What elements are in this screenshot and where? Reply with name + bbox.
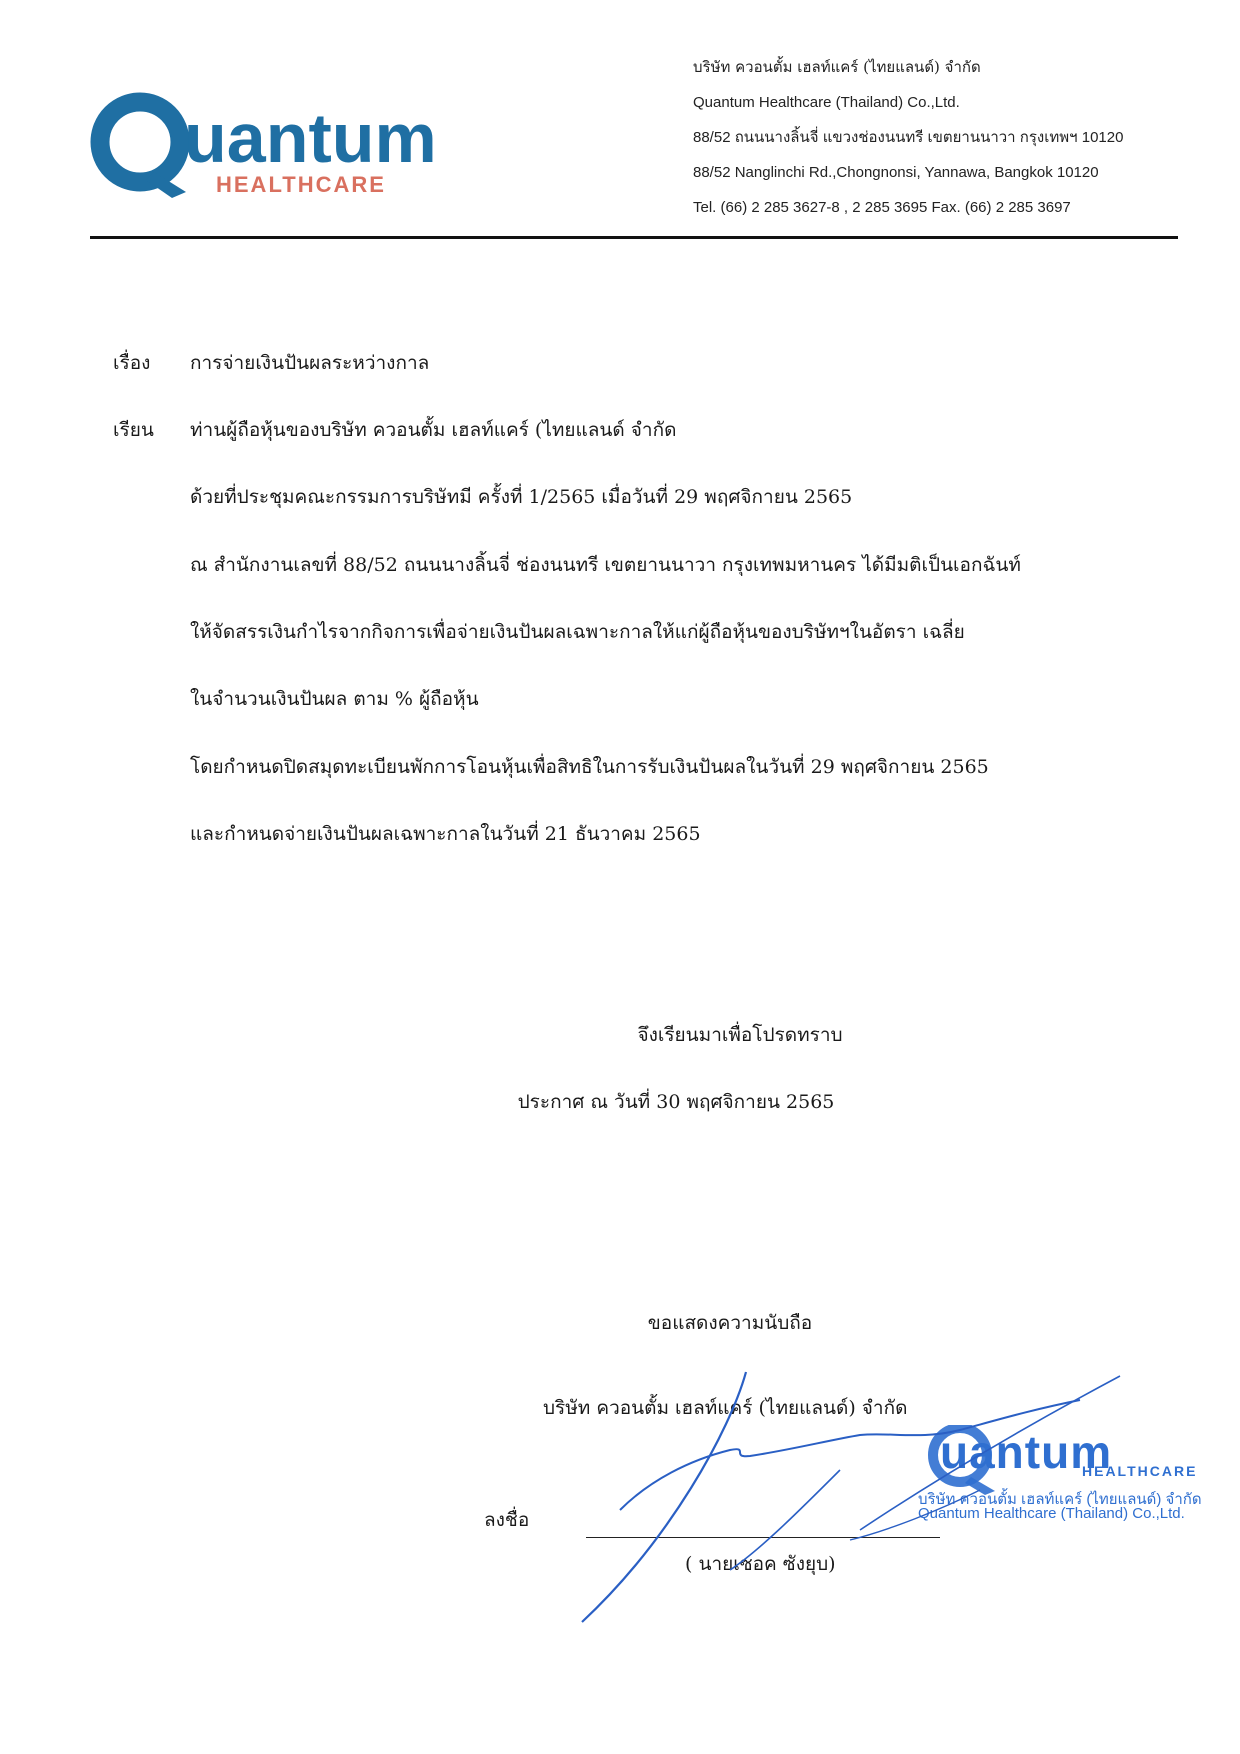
recipient-text: ท่านผู้ถือหุ้นของบริษัท ควอนตั้ม เฮลท์แคร์ (ไทยแลนด์ จำกัด [190, 419, 677, 441]
company-address-en: 88/52 Nanglinchi Rd.,Chongnonsi, Yannawa, Bangkok 10120 [693, 164, 1099, 181]
signer-company: บริษัท ควอนตั้ม เฮลท์แคร์ (ไทยแลนด์) จำกัด [543, 1397, 908, 1419]
company-contact: Tel. (66) 2 285 3627-8 , 2 285 3695 Fax. (66) 2 285 3697 [693, 199, 1071, 216]
body-line-4: ในจำนวนเงินปันผล ตาม % ผู้ถือหุ้น [190, 688, 479, 710]
company-name-en: Quantum Healthcare (Thailand) Co.,Ltd. [693, 94, 960, 111]
recipient-label: เรียน [113, 419, 154, 441]
company-name-th: บริษัท ควอนตั้ม เฮลท์แคร์ (ไทยแลนด์) จำกัด [693, 58, 981, 76]
regards-line: ขอแสดงความนับถือ [647, 1312, 813, 1334]
company-address-th: 88/52 ถนนนางลิ้นจี่ แขวงช่องนนทรี เขตยานนาวา กรุงเทพฯ 10120 [693, 129, 1124, 146]
body-line-6: และกำหนดจ่ายเงินปันผลเฉพาะกาลในวันที่ 21 ธันวาคม 2565 [190, 823, 701, 845]
stamp-company-en: Quantum Healthcare (Thailand) Co.,Ltd. [918, 1505, 1185, 1522]
sign-label: ลงชื่อ [484, 1509, 530, 1531]
stamp-subtitle: HEALTHCARE [1082, 1463, 1198, 1479]
subject-label: เรื่อง [113, 352, 151, 374]
logo-wordmark: uantum [184, 99, 437, 177]
body-line-5: โดยกำหนดปิดสมุดทะเบียนพักการโอนหุ้นเพื่อสิทธิในการรับเงินปันผลในวันที่ 29 พฤศจิกายน 2565 [190, 756, 989, 778]
closing-line: จึงเรียนมาเพื่อโปรดทราบ [637, 1024, 843, 1046]
letterhead-divider [90, 236, 1178, 239]
logo-subtitle: HEALTHCARE [216, 172, 386, 197]
stamp-company-th: บริษัท ควอนตั้ม เฮลท์แคร์ (ไทยแลนด์) จำกัด [918, 1491, 1202, 1508]
handwritten-signature [560, 1370, 1160, 1640]
company-info [693, 50, 1213, 225]
body-line-3: ให้จัดสรรเงินกำไรจากกิจการเพื่อจ่ายเงินปันผลเฉพาะกาลให้แก่ผู้ถือหุ้นของบริษัทฯในอัตรา เฉลี่ย [190, 621, 965, 643]
subject-text: การจ่ายเงินปันผลระหว่างกาล [190, 352, 430, 374]
body-line-1: ด้วยที่ประชุมคณะกรรมการบริษัทมี ครั้งที่ 1/2565 เมื่อวันที่ 29 พฤศจิกายน 2565 [190, 486, 853, 508]
body-line-2: ณ สำนักงานเลขที่ 88/52 ถนนนางลิ้นจี่ ช่องนนทรี เขตยานนาวา กรุงเทพมหานคร ได้มีมติเป็นเอกฉันท์ [190, 554, 1021, 576]
signer-name: ( นายเซอค ซังยุบ) [685, 1553, 836, 1575]
company-logo [88, 80, 488, 200]
stamp-wordmark: uantum [940, 1426, 1113, 1478]
announcement-date: ประกาศ ณ วันที่ 30 พฤศจิกายน 2565 [517, 1091, 835, 1113]
